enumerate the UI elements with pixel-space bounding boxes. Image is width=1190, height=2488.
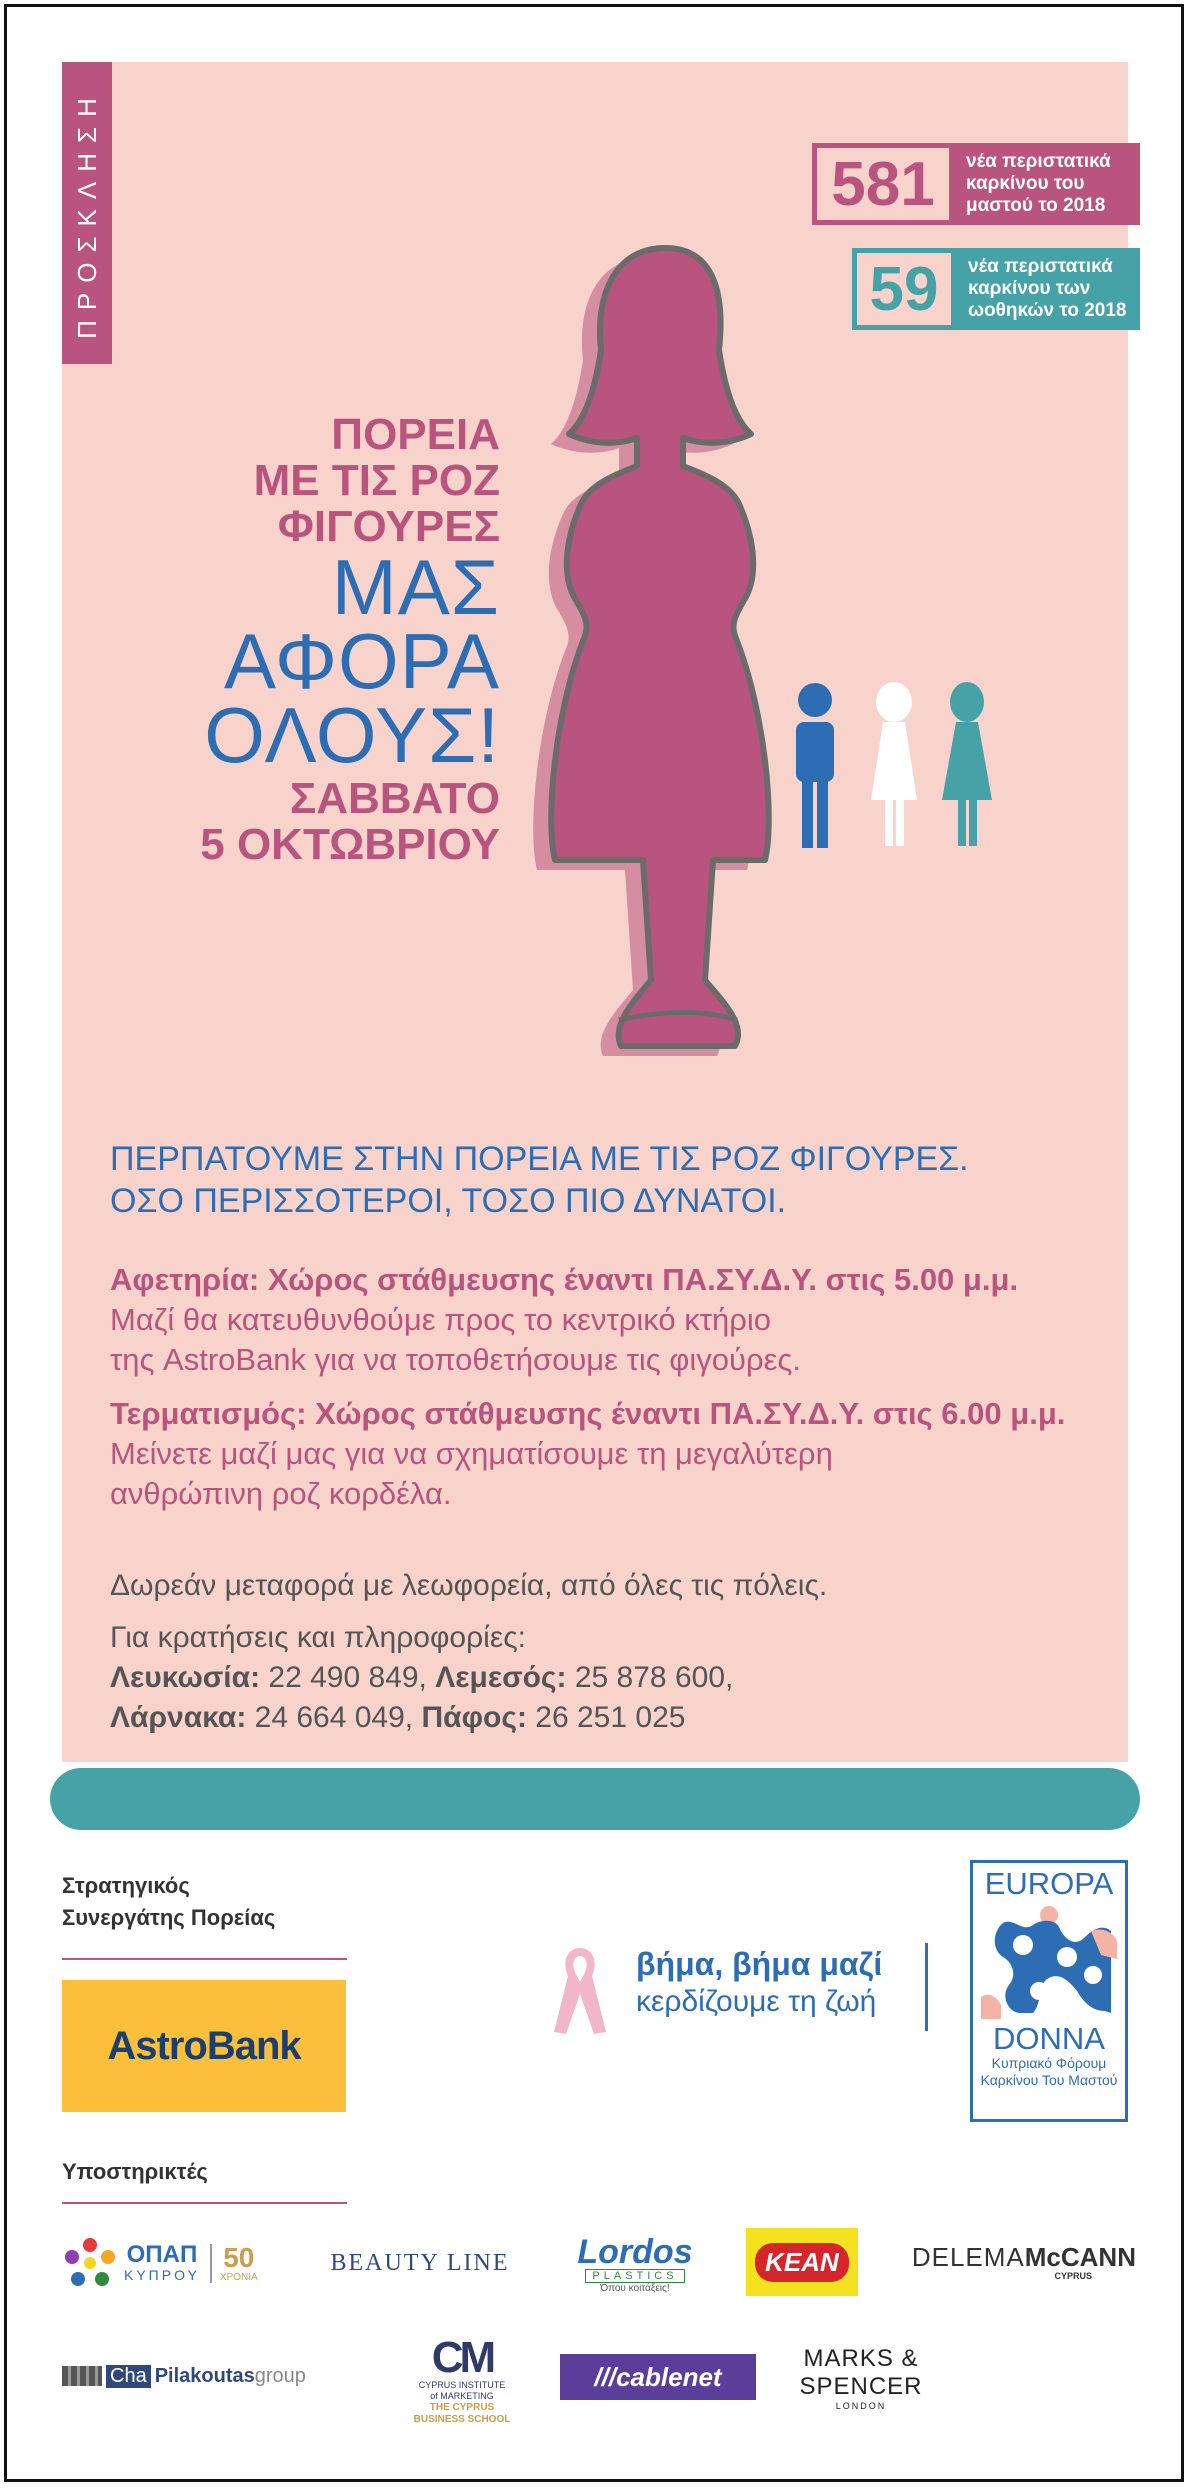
end-line: ανθρώπινη ροζ κορδέλα.: [110, 1476, 452, 1511]
lordos-text: Lordos: [577, 2232, 693, 2271]
cim-sub: THE CYPRUS: [429, 2402, 495, 2413]
europa-donna-sub: Κυπριακό Φόρουμ: [991, 2055, 1107, 2071]
astrobank-logo-text: AstroBank: [107, 2023, 301, 2068]
chapilakoutas-name: Pilakoutas: [154, 2364, 255, 2387]
invitation-label: ΠΡΟΣΚΛΗΣΗ: [71, 87, 102, 339]
city-name: Λάρνακα:: [110, 1701, 247, 1734]
europa-donna-top: EUROPA: [984, 1866, 1114, 1901]
opap-50: 50: [223, 2241, 255, 2273]
start-line: της AstroBank για να τοποθετήσουμε τις φιγούρες.: [110, 1342, 801, 1377]
city-name: Πάφος:: [421, 1701, 527, 1734]
europa-donna-bottom: DONNA: [993, 2021, 1105, 2056]
headline-line: ΠΟΡΕΙΑ: [331, 410, 500, 459]
slogan-line: κερδίζουμε τη ζωή: [636, 1985, 877, 2018]
chapilakoutas-block: [62, 2366, 102, 2386]
opap-years: ΧΡΟΝΙΑ: [219, 2271, 258, 2283]
cablenet-text: ///cablenet: [594, 2361, 722, 2392]
phone-number: 26 251 025: [526, 1701, 686, 1734]
boy-figure-icon: [790, 680, 840, 850]
ms-line: SPENCER: [799, 2373, 923, 2400]
transport-text: Δωρεάν μεταφορά με λεωφορεία, από όλες τις πόλεις.: [110, 1569, 828, 1602]
cablenet-logo: [560, 2354, 756, 2400]
cim-sub: BUSINESS SCHOOL: [413, 2414, 511, 2425]
headline-line: ΦΙΓΟΥΡΕΣ: [277, 502, 500, 551]
headline-line: ΣΑΒΒΑΤΟ: [289, 774, 500, 823]
delema-sub: CYPRUS: [1054, 2271, 1092, 2281]
cim-sub: of MARKETING: [430, 2391, 494, 2401]
opap-text: [124, 2243, 200, 2283]
supporters-label: Υποστηρικτές: [62, 2159, 208, 2184]
contact-intro: Για κρατήσεις και πληροφορίες:: [110, 1621, 527, 1654]
europa-donna-sub: Καρκίνου Του Μαστού: [980, 2072, 1118, 2088]
transport-block: [110, 1566, 1130, 1606]
contact-line: [110, 1658, 1130, 1698]
stat-text-line: νέα περιστατικά: [966, 151, 1111, 172]
opap-star-icon: [62, 2235, 118, 2291]
intro-line: ΟΣΟ ΠΕΡΙΣΣΟΤΕΡΟΙ, ΤΟΣΟ ΠΙΟ ΔΥΝΑΤΟΙ.: [110, 1182, 787, 1220]
opap-name: ΟΠΑΠ: [126, 2241, 198, 2268]
chapilakoutas-group: group: [254, 2364, 306, 2387]
woman-figure-illustration: [515, 240, 805, 1070]
slogan: [636, 1945, 882, 2021]
cim-logo: [382, 2322, 542, 2440]
chapilakoutas-cha: Cha: [106, 2365, 151, 2388]
girl-figure-icon: [865, 680, 923, 850]
slogan-divider: [925, 1943, 928, 2031]
intro-block: [110, 1138, 1130, 1222]
end-block: [110, 1394, 1130, 1514]
stat-text-line: νέα περιστατικά: [968, 256, 1113, 277]
stat-number: 59: [852, 248, 956, 330]
teal-divider-bar: [50, 1768, 1140, 1830]
start-title: Αφετηρία: Χώρος στάθμευσης έναντι ΠΑ.ΣΥ.Δ.Υ. στις 5.00 μ.μ.: [110, 1262, 1019, 1297]
beauty-line-text: BEAUTY LINE: [330, 2249, 510, 2276]
stat-text-line: ωοθηκών το 2018: [968, 300, 1127, 321]
pink-ribbon-icon: [548, 1942, 612, 2038]
phone-number: 22 490 849,: [260, 1661, 436, 1694]
headline: [200, 412, 500, 868]
astrobank-logo: [62, 1980, 346, 2112]
delema-text: DELEMA: [911, 2242, 1025, 2272]
cim-mark: CM: [431, 2333, 493, 2382]
ms-london: LONDON: [835, 2401, 887, 2411]
end-title: Τερματισμός: Χώρος στάθμευσης έναντι ΠΑ.ΣΥ.Δ.Υ. στις 6.00 μ.μ.: [110, 1396, 1066, 1431]
phone-number: 24 664 049,: [246, 1701, 422, 1734]
headline-line: ΟΛΟΥΣ!: [204, 691, 500, 779]
headline-line: ΜΕ ΤΙΣ ΡΟΖ: [253, 456, 500, 505]
start-line: Μαζί θα κατευθυνθούμε προς το κεντρικό κτήριο: [110, 1302, 771, 1337]
contact-block: [110, 1618, 1130, 1738]
europa-donna-puzzle-graphic: [973, 1901, 1125, 2023]
partner-label-line: Συνεργάτης Πορείας: [62, 1905, 276, 1930]
stat-text-line: μαστού το 2018: [966, 195, 1106, 216]
lordos-tagline: Όπου κοιτάξεις!: [600, 2282, 670, 2294]
contact-line: [110, 1698, 1130, 1738]
beauty-line-logo: [320, 2240, 520, 2286]
stat-text: [956, 256, 1127, 322]
partner-label: [62, 1870, 275, 1934]
intro-line: ΠΕΡΠΑΤΟΥΜΕ ΣΤΗΝ ΠΟΡΕΙΑ ΜΕ ΤΙΣ ΡΟΖ ΦΙΓΟΥΡΕΣ.: [110, 1140, 969, 1178]
opap-logo: [62, 2228, 272, 2298]
city-name: Λευκωσία:: [110, 1661, 261, 1694]
slogan-line: βήμα, βήμα μαζί: [636, 1946, 883, 1982]
lordos-sub: PLASTICS: [585, 2269, 684, 2283]
stat-breast-cancer: [812, 143, 1140, 225]
end-line: Μείνετε μαζί μας για να σχηματίσουμε τη μεγαλύτερη: [110, 1436, 833, 1471]
supporters-rule: [62, 2202, 347, 2204]
marks-spencer-logo: [786, 2336, 936, 2420]
phone-number: 25 878 600,: [566, 1661, 734, 1694]
city-name: Λεμεσός:: [435, 1661, 567, 1694]
headline-line: ΑΦΟΡΑ: [224, 617, 500, 705]
woman-figure-icon-teal: [938, 680, 996, 850]
opap-50-years: [210, 2241, 258, 2283]
headline-line: ΜΑΣ: [331, 543, 500, 631]
stat-text: [954, 151, 1111, 217]
kean-logo: [746, 2228, 858, 2296]
stat-number: 581: [812, 143, 954, 225]
partner-label-line: Στρατηγικός: [62, 1873, 190, 1898]
kean-text: KEAN: [755, 2243, 849, 2282]
opap-sub: ΚΥΠΡΟΥ: [124, 2267, 200, 2283]
delema-mccann-logo: [902, 2234, 1136, 2290]
headline-line: 5 ΟΚΤΩΒΡΙΟΥ: [200, 820, 500, 869]
europa-donna-logo: [970, 1860, 1128, 2122]
chapilakoutas-logo: [62, 2354, 332, 2398]
start-block: [110, 1260, 1130, 1380]
lordos-logo: [560, 2226, 710, 2302]
delema-mccann-text: [912, 2243, 1136, 2271]
stat-text-line: καρκίνου των: [968, 278, 1091, 299]
stat-text-line: καρκίνου του: [966, 173, 1085, 194]
stat-ovarian-cancer: [852, 248, 1140, 330]
ms-line: MARKS &: [803, 2345, 919, 2372]
invitation-tab: [62, 62, 112, 364]
mccann-text: McCANN: [1024, 2242, 1136, 2272]
partner-rule: [62, 1958, 347, 1960]
cim-sub: CYPRUS INSTITUTE: [418, 2380, 506, 2390]
